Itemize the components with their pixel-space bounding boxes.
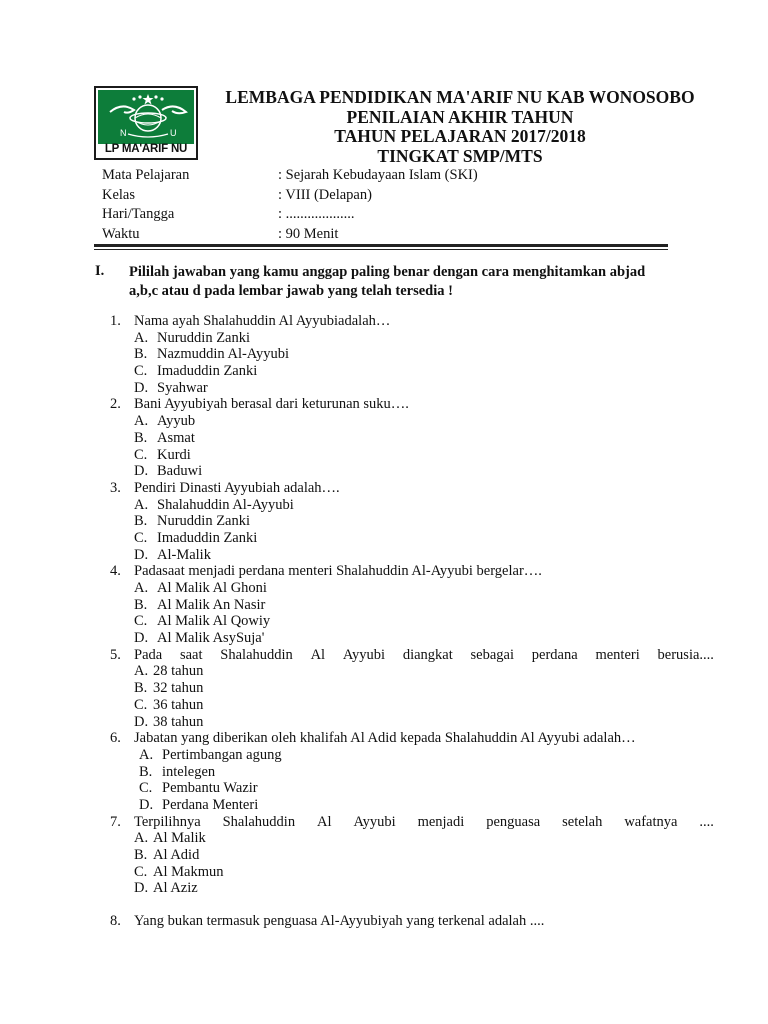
logo-emblem [98, 90, 194, 144]
question-text: Terpilihnya Shalahuddin Al Ayyubi menjadi penguasa setelah wafatnya .... [134, 813, 714, 830]
question-6 [0, 730, 768, 813]
option-letter: D. [139, 796, 154, 813]
question-text: Padasaat menjadi perdana menteri Shalahuddin Al-Ayyubi bergelar…. [134, 563, 542, 580]
option-text: Al Malik AsySuja' [157, 630, 265, 647]
question-3 [0, 480, 768, 563]
option-text: intelegen [162, 763, 216, 780]
option-text: Al Malik An Nasir [157, 596, 266, 613]
question-4 [0, 563, 768, 646]
option-letter: C. [134, 613, 148, 630]
option-text: Al Malik [153, 830, 206, 847]
header-line-level: TINGKAT SMP/MTS [377, 145, 543, 166]
info-row-time [102, 225, 662, 245]
option-text: Baduwi [157, 463, 203, 480]
question-number: 3. [110, 479, 121, 496]
instruction-line: a,b,c atau d pada lembar jawab yang telah tersedia ! [129, 282, 453, 299]
info-row-subject [102, 166, 662, 186]
option-letter: A. [134, 830, 149, 847]
option-text: Kurdi [157, 446, 191, 463]
question-text: Yang bukan termasuk penguasa Al-Ayyubiyah yang terkenal adalah .... [134, 913, 545, 930]
option-letter: B. [134, 847, 148, 863]
header-divider [94, 244, 668, 247]
info-row-date [102, 205, 662, 225]
question-2 [0, 396, 768, 479]
section-number: I. [95, 263, 105, 279]
logo-caption: LP MA'ARIF NU [104, 143, 188, 155]
info-label: Kelas [102, 186, 136, 203]
info-label: Mata Pelajaran [102, 167, 190, 183]
question-number: 2. [110, 396, 121, 413]
question-list [0, 313, 768, 930]
option-letter: D. [134, 546, 149, 563]
exam-header [205, 88, 715, 166]
option-text: Nuruddin Zanki [157, 329, 251, 346]
question-number: 1. [110, 313, 121, 329]
option-letter: B. [134, 346, 148, 363]
option-letter: A. [139, 746, 154, 763]
header-divider-thin [94, 249, 668, 250]
question-number: 8. [110, 913, 121, 930]
question-text: Pada saat Shalahuddin Al Ayyubi diangkat sebagai perdana menteri berusia.... [134, 646, 714, 663]
question-text: Nama ayah Shalahuddin Al Ayyubiadalah… [134, 313, 391, 329]
info-row-class [102, 186, 662, 206]
option-letter: D. [134, 630, 149, 647]
option-text: 28 tahun [153, 663, 204, 680]
header-line-institution: LEMBAGA PENDIDIKAN MA'ARIF NU KAB WONOSOBO [225, 87, 695, 107]
option-text: Perdana Menteri [162, 796, 259, 813]
option-text: Al Makmun [153, 863, 224, 880]
option-letter: C. [134, 446, 148, 463]
info-label: Waktu [102, 225, 140, 242]
question-number: 5. [110, 646, 121, 663]
option-letter: C. [139, 780, 153, 797]
option-text: Al Malik Al Qowiy [157, 613, 271, 630]
logo-letter-n: N [120, 128, 127, 138]
option-text: Pembantu Wazir [162, 780, 258, 797]
option-letter: A. [134, 496, 149, 513]
question-number: 4. [110, 563, 121, 580]
question-number: 7. [110, 813, 121, 830]
option-text: 38 tahun [153, 713, 204, 730]
option-text: Al Malik Al Ghoni [157, 580, 267, 596]
option-text: 36 tahun [153, 696, 204, 713]
option-text: Asmat [157, 429, 195, 446]
instruction-line: Pililah jawaban yang kamu anggap paling benar dengan cara menghitamkan abjad [129, 264, 646, 280]
lp-maarif-nu-logo [94, 86, 198, 160]
option-text: Al Adid [153, 847, 200, 863]
info-value: : VIII (Delapan) [278, 186, 372, 203]
option-letter: B. [134, 429, 148, 446]
info-value: : ................... [278, 206, 355, 222]
option-letter: C. [134, 696, 148, 713]
question-8 [0, 913, 768, 930]
section-instruction [129, 263, 689, 300]
option-letter: D. [134, 379, 149, 396]
question-7 [0, 814, 768, 897]
option-text: Nuruddin Zanki [157, 513, 251, 530]
logo-letter-u: U [170, 128, 177, 138]
question-number: 6. [110, 730, 121, 747]
question-5 [0, 647, 768, 730]
option-letter: A. [134, 663, 149, 680]
option-text: Nazmuddin Al-Ayyubi [157, 346, 289, 363]
question-text: Bani Ayyubiyah berasal dari keturunan suku…. [134, 396, 409, 413]
option-letter: C. [134, 529, 148, 546]
option-letter: D. [134, 880, 149, 897]
option-letter: B. [134, 596, 148, 613]
option-letter: C. [134, 863, 148, 880]
option-letter: A. [134, 580, 149, 596]
info-label: Hari/Tangga [102, 206, 175, 222]
question-text: Jabatan yang diberikan oleh khalifah Al Adid kepada Shalahuddin Al Ayyubi adalah… [134, 730, 636, 747]
option-letter: D. [134, 463, 149, 480]
option-letter: A. [134, 413, 149, 430]
header-line-exam: PENILAIAN AKHIR TAHUN [346, 106, 574, 127]
option-text: Al-Malik [157, 546, 211, 563]
globe-star-emblem-icon [98, 90, 198, 144]
question-text: Pendiri Dinasti Ayyubiah adalah…. [134, 479, 340, 496]
option-letter: B. [139, 763, 153, 780]
option-text: Shalahuddin Al-Ayyubi [157, 496, 294, 513]
option-letter: C. [134, 363, 148, 380]
option-text: Imaduddin Zanki [157, 363, 258, 380]
option-text: Imaduddin Zanki [157, 529, 258, 546]
exam-info [102, 166, 662, 244]
option-letter: A. [134, 329, 149, 346]
option-text: Al Aziz [153, 880, 198, 897]
option-letter: B. [134, 680, 148, 697]
option-text: Pertimbangan agung [162, 746, 282, 763]
info-value: : Sejarah Kebudayaan Islam (SKI) [278, 167, 478, 183]
option-text: Syahwar [157, 379, 208, 396]
option-text: 32 tahun [153, 680, 204, 697]
option-text: Ayyub [157, 413, 196, 430]
option-letter: D. [134, 713, 149, 730]
option-letter: B. [134, 513, 148, 530]
question-1 [0, 313, 768, 396]
info-value: : 90 Menit [278, 225, 339, 242]
header-line-year: TAHUN PELAJARAN 2017/2018 [334, 126, 586, 146]
